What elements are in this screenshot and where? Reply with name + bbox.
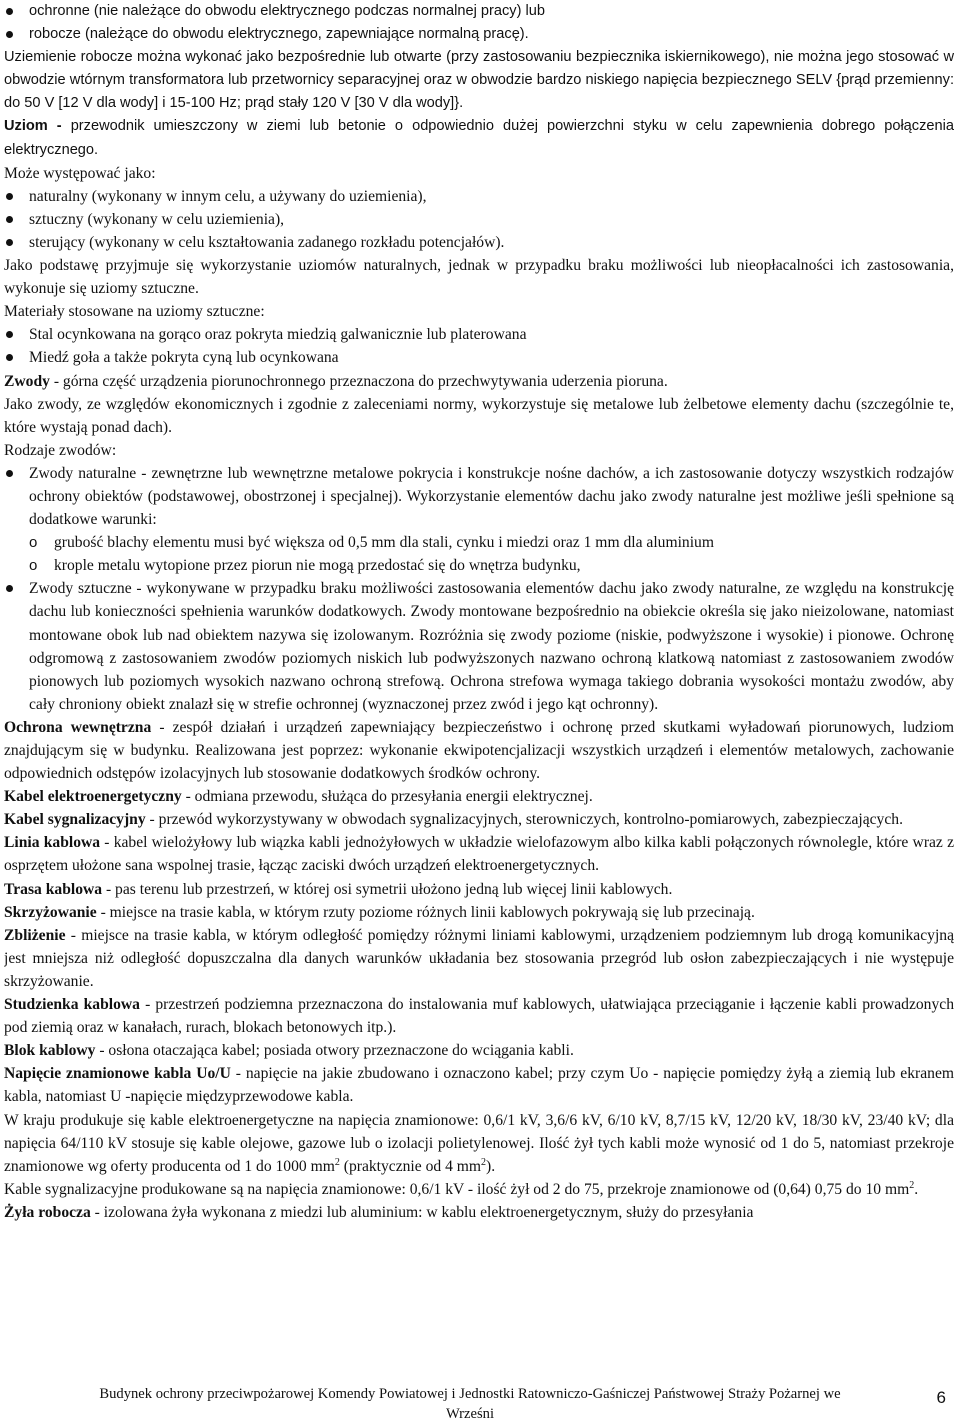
definition-kabel-syg: - przewód wykorzystywany w obwodach sygnalizacyjnych, sterowniczych, kontrolno-pomiarowych, zabezpieczających.	[145, 811, 903, 829]
paragraph-zblizenie	[4, 924, 954, 993]
paragraph-ochrona	[4, 716, 954, 785]
superscript: 2	[334, 1156, 340, 1168]
term-linia: Linia kablowa	[4, 834, 101, 852]
paragraph-kabel-syg	[4, 808, 954, 831]
top-bullet-list	[4, 0, 954, 46]
term-napiecie: Napięcie znamionowe kabla Uo/U	[4, 1065, 231, 1083]
definition-studzienka: - przestrzeń podziemna przeznaczona do instalowania muf kablowych, ułatwiająca przeciąganie i łączenie kabli prowadzonych pod ziemią oraz w kanałach, rurach, blokach betonowych itp.).	[4, 996, 954, 1037]
footer-text	[20, 1384, 920, 1424]
sublist-item: o krople metalu wytopione przez piorun nie mogą przedostać się do wnętrza budynku,	[29, 554, 954, 577]
sublist-item: o grubość blachy elementu musi być większa od 0,5 mm dla stali, cynku i miedzi oraz 1 mm dla aluminium	[29, 531, 954, 554]
paragraph-sygn	[4, 1178, 954, 1201]
paragraph-uziom	[4, 115, 954, 161]
list-item-zwody-naturalne	[4, 462, 954, 577]
paragraph-blok	[4, 1039, 954, 1062]
paragraph-zyla	[4, 1201, 954, 1224]
sygn-text-2: .	[914, 1180, 919, 1198]
paragraph-linia	[4, 831, 954, 877]
superscript: 2	[909, 1179, 915, 1191]
sygn-text: Kable sygnalizacyjne produkowane są na napięcia znamionowe: 0,6/1 kV - ilość żył od 2 do 75, przekroje znamionowe od (0,64) 0,75 do 10 mm	[4, 1180, 910, 1198]
kraju-text: W kraju produkuje się kable elektroenergetyczne na napięcia znamionowe: 0,6/1 kV, 3,6/6 kV, 6/10 kV, 8,7/15 kV, 12/20 kV, 18/30 kV, 23/40 kV; dla napięcia 64/110 kV stosuje się kable olejowe, gazowe lub o izolacji polietylenowej. Ilość żył tych kabli może wynosić od 1 do 5, natomiast przekroje znamionowe wg oferty producenta od 1 do 1000 mm	[4, 1111, 954, 1175]
term-zyla: Żyła robocza	[4, 1203, 91, 1221]
kraju-text-3: ).	[486, 1157, 496, 1175]
term-zwody: Zwody	[4, 372, 50, 390]
definition-zblizenie: - miejsce na trasie kabla, w którym odległość pomiędzy różnymi liniami kablowymi, urządzeniem podziemnym lub drogą komunikacyjną jest mniejsza niż odległość dopuszczalna dla danych warunków układania bez stosowania przegród lub osłon zabezpieczających i nie występuje skrzyżowanie.	[4, 926, 954, 990]
paragraph-zwody	[4, 370, 954, 393]
term-ochrona: Ochrona wewnętrzna	[4, 718, 152, 736]
term-kabel-syg: Kabel sygnalizacyjny	[4, 811, 146, 829]
list-item: Miedź goła a także pokryta cyną lub ocynkowana	[4, 346, 954, 369]
paragraph-studzienka	[4, 993, 954, 1039]
definition-ochrona: - zespół działań i urządzeń zapewniający bezpieczeństwo i ochronę przed skutkami wyładowań piorunowych, ludziom znajdującym się w budynku. Realizowana jest poprzez: wykonanie ekwipotencjalizacji wszystkich urządzeń i elementów metalowych, zachowanie odpowiednich odstępów izolacyjnych lub stosowanie dodatkowych środków ochrony.	[4, 718, 954, 783]
page-number: 6	[936, 1388, 946, 1407]
paragraph-napiecie	[4, 1062, 954, 1108]
paragraph-jako: Jako podstawę przyjmuje się wykorzystanie uziomów naturalnych, jednak w przypadku braku możliwości lub nieopłacalności ich zastosowania, wykonuje się uziomy sztuczne.	[4, 257, 954, 298]
term-uziom: Uziom -	[4, 118, 62, 135]
paragraph-rodzaje: Rodzaje zwodów:	[4, 441, 117, 459]
paragraph-trasa	[4, 878, 954, 901]
paragraph-materialy: Materiały stosowane na uziomy sztuczne:	[4, 303, 265, 321]
materialy-list	[4, 323, 954, 369]
term-blok: Blok kablowy	[4, 1042, 96, 1060]
list-item: sztuczny (wykonany w celu uziemienia),	[4, 208, 954, 231]
list-item: sterujący (wykonany w celu kształtowania zadanego rozkładu potencjałów).	[4, 231, 954, 254]
definition-zwody: - górna część urządzenia piorunochronnego przeznaczona do przechwytywania uderzenia pioruna.	[49, 372, 668, 390]
definition-trasa: - pas terenu lub przestrzeń, w której osi symetrii ułożono jedną lub więcej linii kablowych.	[102, 880, 673, 898]
footer-line-1: Budynek ochrony przeciwpożarowej Komendy Powiatowej i Jednostki Ratowniczo-Gaśniczej Państwowej Straży Pożarnej we	[99, 1386, 841, 1402]
paragraph-moze: Może występować jako:	[4, 164, 156, 182]
list-item: ochronne (nie należące do obwodu elektrycznego podczas normalnej pracy) lub	[4, 0, 954, 23]
paragraph-kabel-el	[4, 785, 954, 808]
uziom-types-list	[4, 185, 954, 254]
footer-line-2: Wrześni	[445, 1406, 495, 1422]
list-item: robocze (należące do obwodu elektrycznego, zapewniające normalną pracę).	[4, 23, 954, 46]
definition-uziom: przewodnik umieszczony w ziemi lub betonie o odpowiednio dużej powierzchni styku w celu zapewnienia dobrego połączenia elektrycznego.	[4, 118, 954, 158]
term-zblizenie: Zbliżenie	[4, 926, 66, 944]
list-item-zwody-sztuczne: Zwody sztuczne - wykonywane w przypadku braku możliwości zastosowania elementów dachu jako zwody naturalne, ze względu na konstrukcję dachu lub konieczności spełnienia warunków dodatkowych. Zwody montowane bezpośrednio na obiekcie określa się jako nieizolowane, natomiast montowane obok lub nad obiektem nazywa się izolowanym. Rozróżnia się zwody poziome (niskie, podwyższone i wysokie) i pionowe. Ochronę odgromową z zastosowaniem zwodów poziomych niskich lub podwyższonych nazwano ochroną klatkową natomiast z zastosowaniem zwodów pionowych lub poziomych wysokich nazwano ochroną strefową. Ochrona strefowa wymaga takiego dobrania wysokości montażu zwodów, aby cały chroniony obiekt znalazł się w strefie ochronnej (wyznaczonej przez zwód i jego kąt ochronny).	[4, 577, 954, 716]
zwody-naturalne-text: Zwody naturalne - zewnętrzne lub wewnętrzne metalowe pokrycia i konstrukcje nośne dachów, a ich zastosowanie dotyczy wszystkich rodzajów ochrony obiektów (podstawowej, obostrzonej i specjalnej). Wykorzystanie elementów dachu jako zwody naturalne jest możliwe jeśli spełnione są dodatkowe warunki:	[29, 464, 954, 529]
document-content	[4, 0, 954, 1382]
term-skrzyzowanie: Skrzyżowanie	[4, 903, 97, 921]
kraju-text-2: (praktycznie od 4 mm	[339, 1157, 482, 1175]
paragraph-jako-zwody: Jako zwody, ze względów ekonomicznych i zgodnie z zaleceniami normy, wykorzystuje się metalowe lub żelbetowe elementy dachu (szczególnie te, które wystają ponad dach).	[4, 395, 954, 436]
paragraph-kraju	[4, 1109, 954, 1178]
paragraph-uziemienie: Uziemienie robocze można wykonać jako bezpośrednie lub otwarte (przy zastosowaniu bezpiecznika iskiernikowego), nie można jego stosować w obwodzie wtórnym transformatora lub przetwornicy separacyjnej oraz w obwodzie bardzo niskiego napięcia bezpiecznego SELV {prąd przemienny: do 50 V [12 V dla wody] i 15-100 Hz; prąd stały 120 V [30 V dla wody]}.	[4, 49, 954, 112]
list-item: naturalny (wykonany w innym celu, a używany do uziemienia),	[4, 185, 954, 208]
term-trasa: Trasa kablowa	[4, 880, 103, 898]
definition-blok: - osłona otaczająca kabel; posiada otwory przeznaczone do wciągania kabli.	[95, 1042, 574, 1060]
term-kabel-el: Kabel elektroenergetyczny	[4, 788, 182, 806]
definition-zyla: - izolowana żyła wykonana z miedzi lub aluminium: w kablu elektroenergetycznym, służy do przesyłania	[90, 1203, 754, 1221]
definition-napiecie: - napięcie na jakie zbudowano i oznaczono kabel; przy czym Uo - napięcie pomiędzy żyłą a ziemią lub ekranem kabla, natomiast U -napięcie międzyprzewodowe kabla.	[4, 1065, 954, 1106]
paragraph-skrzyzowanie	[4, 901, 954, 924]
zwody-types-list	[4, 462, 954, 716]
term-studzienka: Studzienka kablowa	[4, 996, 140, 1014]
warunki-sublist	[29, 531, 954, 577]
page-footer	[0, 1384, 960, 1425]
definition-kabel-el: - odmiana przewodu, służąca do przesyłania energii elektrycznej.	[181, 788, 593, 806]
superscript: 2	[481, 1156, 487, 1168]
definition-linia: - kabel wielożyłowy lub wiązka kabli jednożyłowych w układzie wielofazowym albo kilka kabli połączonych równolegle, które wraz z osprzętem ułożone sana wspolnej trasie, łącząc zaciski dwóch urządzeń elektroenergetycznych.	[4, 834, 954, 875]
definition-skrzyzowanie: - miejsce na trasie kabla, w którym rzuty poziome różnych linii kablowych pokrywają się lub przecinają.	[96, 903, 755, 921]
list-item: Stal ocynkowana na gorąco oraz pokryta miedzią galwanicznie lub platerowana	[4, 323, 954, 346]
